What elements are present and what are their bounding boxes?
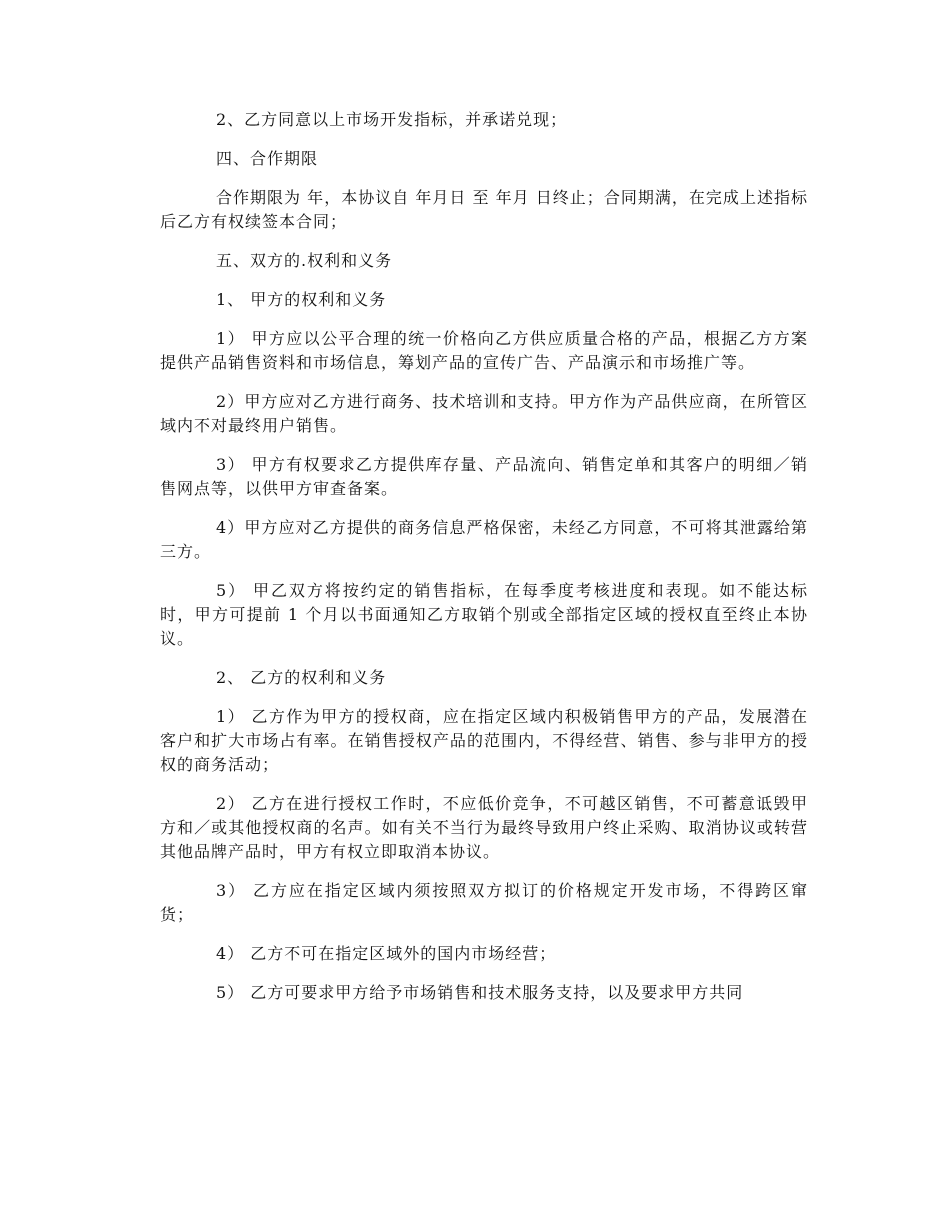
section-heading-rights-obligations: 五、双方的.权利和义务 [216,251,393,270]
paragraph-party-a-item-3: 3） 甲方有权要求乙方提供库存量、产品流向、销售定单和其客户的明细／销售网点等，以供甲方审查备案。 [160,455,808,498]
paragraph-party-a-item-1: 1） 甲方应以公平合理的统一价格向乙方供应质量合格的产品，根据乙方方案提供产品销售资料和市场信息，筹划产品的宣传广告、产品演示和市场推广等。 [160,329,808,372]
paragraph-party-b-item-4: 4） 乙方不可在指定区域外的国内市场经营； [216,944,557,963]
subheading-party-a: 1、 甲方的权利和义务 [216,290,387,309]
paragraph-party-a-item-4: 4）甲方应对乙方提供的商务信息严格保密，未经乙方同意，不可将其泄露给第三方。 [160,518,808,561]
paragraph-commitment: 2、乙方同意以上市场开发指标，并承诺兑现； [216,110,568,129]
paragraph-party-b-item-5: 5） 乙方可要求甲方给予市场销售和技术服务支持，以及要求甲方共同 [216,983,744,1002]
document-body [160,108,808,1020]
paragraph-party-a-item-5: 5） 甲乙双方将按约定的销售指标，在每季度考核进度和表现。如不能达标时，甲方可提前 1 个月以书面通知乙方取销个别或全部指定区域的授权直至终止本协议。 [160,581,808,648]
paragraph-party-b-item-2: 2） 乙方在进行授权工作时，不应低价竞争，不可越区销售，不可蓄意诋毁甲方和／或其他授权商的名声。如有关不当行为最终导致用户终止采购、取消协议或转营其他品牌产品时，甲方有权立即取消本协议。 [160,794,808,861]
subheading-party-b: 2、 乙方的权利和义务 [216,668,387,687]
paragraph-cooperation-period: 合作期限为 年，本协议自 年月日 至 年月 日终止；合同期满，在完成上述指标后乙方有权续签本合同； [160,188,808,231]
paragraph-party-b-item-1: 1） 乙方作为甲方的授权商，应在指定区域内积极销售甲方的产品，发展潜在客户和扩大市场占有率。在销售授权产品的范围内，不得经营、销售、参与非甲方的授权的商务活动； [160,707,808,774]
paragraph-party-a-item-2: 2）甲方应对乙方进行商务、技术培训和支持。甲方作为产品供应商，在所管区域内不对最终用户销售。 [160,392,808,435]
section-heading-cooperation-period: 四、合作期限 [216,149,319,168]
paragraph-party-b-item-3: 3） 乙方应在指定区域内须按照双方拟订的价格规定开发市场，不得跨区窜货； [160,881,808,924]
